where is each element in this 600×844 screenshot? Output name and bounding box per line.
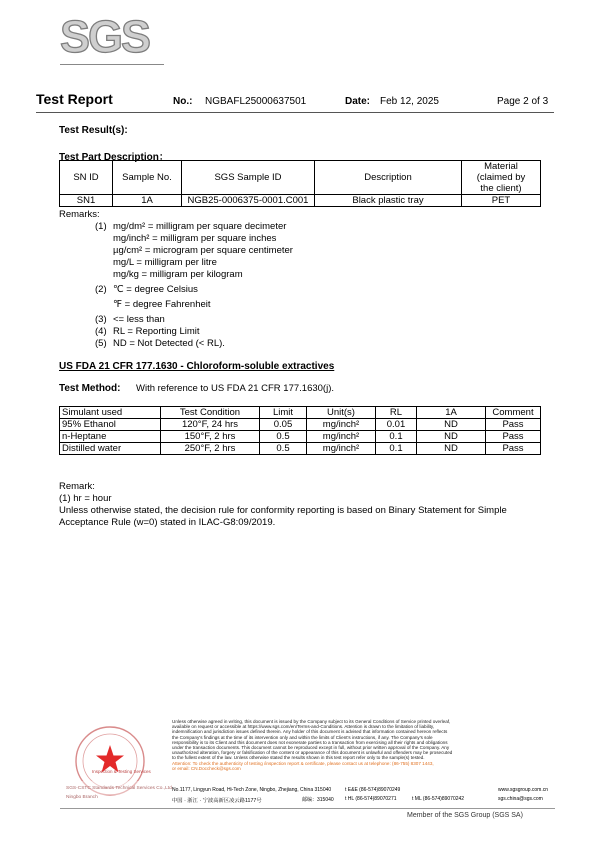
table-cell: Pass [486, 431, 541, 443]
report-title: Test Report [36, 91, 113, 107]
table-cell: 250°F, 2 hrs [161, 443, 260, 455]
remark-line: mg/L = milligram per litre [113, 257, 217, 268]
table-cell: 120°F, 24 hrs [161, 419, 260, 431]
test-part-heading: Test Part Description： [59, 152, 169, 163]
table-cell: n-Heptane [60, 431, 161, 443]
footer-divider [60, 808, 555, 809]
table-cell: 0.5 [260, 443, 307, 455]
table-cell: PET [462, 195, 541, 207]
remark-label: Remark: [59, 481, 95, 492]
phone-3: t ML (86-574)89070242 [412, 796, 465, 802]
table-cell: ND [417, 419, 486, 431]
header-divider [36, 112, 554, 113]
remark-num: (2) [95, 284, 107, 295]
section-title: US FDA 21 CFR 177.1630 - Chloroform-soluble extractives [59, 361, 335, 372]
table-cell: 0.1 [376, 431, 417, 443]
table-header-row [60, 161, 541, 195]
table-cell: NGB25-0006375-0001.C001 [182, 195, 315, 207]
table-cell: Pass [486, 419, 541, 431]
seal-text: Inspection & Testing Services [92, 769, 151, 774]
disclaimer-line: available on request or accessible at https://www.sgs.com/en/Terms-and-Conditions. Attention is drawn to the limitation of liability, [172, 724, 435, 730]
remark-line: RL = Reporting Limit [113, 326, 200, 337]
material-header-line: the client) [480, 183, 522, 194]
col-sn-id: SN ID [60, 161, 113, 195]
col-simulant: Simulant used [60, 407, 161, 419]
logo-underline [60, 64, 164, 65]
phone-1: t E&E (86-574)89070249 [345, 787, 401, 793]
remark-line: mg/kg = milligram per kilogram [113, 269, 243, 280]
material-header-line: (claimed by [476, 172, 526, 183]
table-cell: 0.1 [376, 443, 417, 455]
remark-num: (5) [95, 338, 107, 349]
remarks-label: Remarks: [59, 209, 100, 220]
disclaimer-line: Unless otherwise agreed in writing, this document is issued by the Company subject to its General Conditions of Service printed overleaf, [172, 719, 451, 724]
address-cn: 中国 · 浙江 · 宁波高新区凌云路1177号 [172, 798, 262, 804]
postcode: 邮编：315040 [302, 797, 334, 803]
table-row [60, 443, 541, 455]
remark-line: mg/inch² = milligram per square inches [113, 233, 277, 244]
table-cell: 0.5 [260, 431, 307, 443]
address-en: No.1177, Lingyun Road, Hi-Tech Zone, Ningbo, Zhejiang, China 315040 [172, 787, 332, 793]
table-row [60, 431, 541, 443]
report-number: NGBAFL25000637501 [205, 96, 307, 107]
disclaimer [172, 719, 562, 771]
table-cell: Black plastic tray [315, 195, 462, 207]
table-header-row [60, 407, 541, 419]
remark-line: µg/cm² = microgram per square centimeter [113, 245, 293, 256]
table-cell: ND [417, 431, 486, 443]
table-cell: Pass [486, 443, 541, 455]
phone-2: t HL (86-574)89070271 [345, 796, 397, 802]
table-cell: ND [417, 443, 486, 455]
table-cell: 150°F, 2 hrs [161, 431, 260, 443]
disclaimer-line: to the fullest extent of the law. Unless otherwise stated the results shown in this test report refer only to the sample(s) tested. [172, 755, 425, 761]
remark-line: ℃ = degree Celsius [113, 284, 198, 295]
disclaimer-line: unauthorized alteration, forgery or falsification of the content or appearance of this document is unlawful and offenders may be prosecuted [172, 750, 453, 756]
attention-line: or email: CN.Doccheck@sgs.com [172, 765, 241, 771]
website-link[interactable]: www.sgsgroup.com.cn [498, 787, 549, 793]
email-link[interactable]: sgs.china@sgs.com [498, 796, 543, 802]
col-sample-no: Sample No. [113, 161, 182, 195]
remark-num: (4) [95, 326, 107, 337]
sgs-logo [60, 12, 166, 70]
seal-company-line: SGS-CSTC Standards Technical Services Co.,Ltd. [66, 786, 174, 791]
date-label: Date: [345, 96, 371, 107]
test-method-value: With reference to US FDA 21 CFR 177.1630(j). [136, 383, 334, 394]
logo-text: SGS [60, 11, 150, 62]
table-cell: SN1 [60, 195, 113, 207]
col-sgs-sample-id: SGS Sample ID [182, 161, 315, 195]
disclaimer-line: indemnification and jurisdiction issues defined therein. Any holder of this document is advised that information contained hereon reflects [172, 729, 448, 735]
col-rl: RL [376, 407, 417, 419]
col-description: Description [315, 161, 462, 195]
remark-line: ℉ = degree Fahrenheit [113, 299, 211, 310]
decision-rule-line: Unless otherwise stated, the decision rule for conformity reporting is based on Binary Statement for Simple [59, 505, 507, 516]
col-units: Unit(s) [307, 407, 376, 419]
disclaimer-line: the Company's findings at the time of its intervention only and within the limits of Client's instructions, if any. The Company's sole [172, 734, 433, 740]
table-cell: 0.01 [376, 419, 417, 431]
col-sample-1a: 1A [417, 407, 486, 419]
remark-line: mg/dm² = milligram per square decimeter [113, 221, 287, 232]
disclaimer-line: responsibility is to its Client and this document does not exonerate parties to a transaction from exercising all their rights and obligations [172, 739, 448, 745]
seal-branch-line: Ningbo Branch [66, 795, 98, 800]
test-method-label: Test Method: [59, 383, 121, 394]
report-number-label: No.: [173, 96, 193, 107]
table-row [60, 419, 541, 431]
col-comment: Comment [486, 407, 541, 419]
decision-rule-line: Acceptance Rule (w=0) stated in ILAC-G8:09/2019. [59, 517, 276, 528]
col-material [462, 161, 541, 195]
remark-num: (1) [95, 221, 107, 232]
col-test-condition: Test Condition [161, 407, 260, 419]
table-row [60, 195, 541, 207]
table-cell: 1A [113, 195, 182, 207]
remark-line: ND = Not Detected (< RL). [113, 338, 225, 349]
col-limit: Limit [260, 407, 307, 419]
remark-num: (3) [95, 314, 107, 325]
disclaimer-line: under the transaction documents. This document cannot be reproduced except in full, without prior written approval of the Company. Any [172, 745, 450, 751]
remark-line: <= less than [113, 314, 165, 325]
table-cell: 0.05 [260, 419, 307, 431]
test-part-table [59, 160, 541, 207]
table-cell: Distilled water [60, 443, 161, 455]
attention-line: Attention: To check the authenticity of testing /inspection report & certificate, please contact us at telephone: (86-755) 8307 1443, [172, 760, 434, 766]
page-number: Page 2 of 3 [497, 96, 549, 107]
test-results-heading: Test Result(s): [59, 125, 128, 136]
member-line: Member of the SGS Group (SGS SA) [407, 812, 523, 819]
material-header-line: Material [484, 161, 518, 172]
table-cell: mg/inch² [307, 431, 376, 443]
table-cell: mg/inch² [307, 419, 376, 431]
remark-item: (1) hr = hour [59, 493, 112, 504]
simulant-results-table [59, 406, 541, 455]
table-cell: mg/inch² [307, 443, 376, 455]
report-date: Feb 12, 2025 [380, 96, 439, 107]
table-cell: 95% Ethanol [60, 419, 161, 431]
